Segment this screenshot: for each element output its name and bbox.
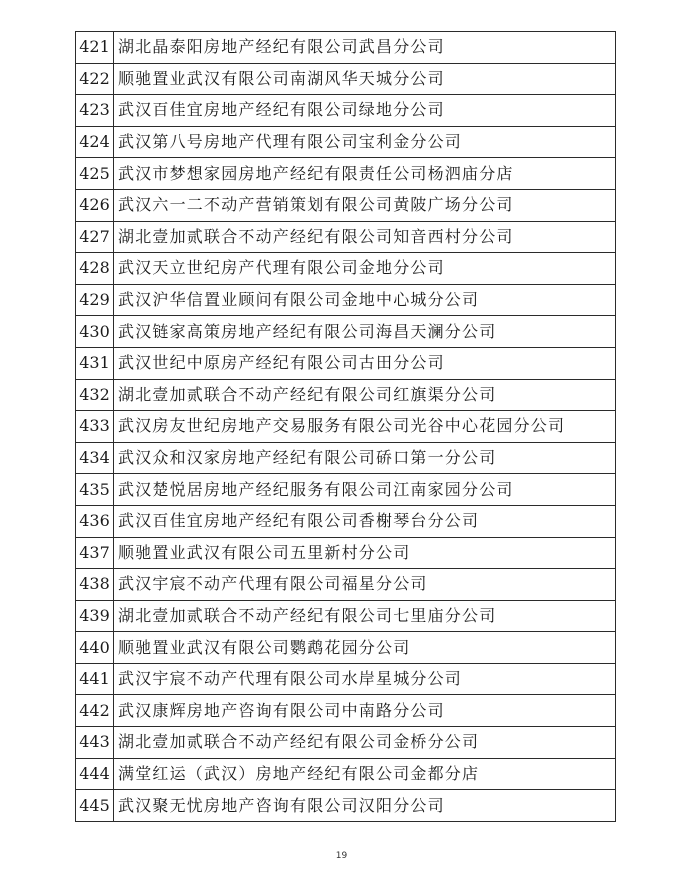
row-number: 431 [76, 347, 114, 379]
company-name: 武汉天立世纪房产代理有限公司金地分公司 [114, 253, 616, 285]
table-row [76, 379, 616, 411]
company-name: 武汉第八号房地产代理有限公司宝利金分公司 [114, 126, 616, 158]
table-row [76, 32, 616, 64]
row-number: 438 [76, 569, 114, 601]
company-name: 湖北壹加贰联合不动产经纪有限公司七里庙分公司 [114, 600, 616, 632]
row-number: 437 [76, 537, 114, 569]
table-row [76, 758, 616, 790]
table-row [76, 158, 616, 190]
table-row [76, 442, 616, 474]
company-name: 湖北壹加贰联合不动产经纪有限公司知音西村分公司 [114, 221, 616, 253]
row-number: 432 [76, 379, 114, 411]
company-name: 武汉聚无忧房地产咨询有限公司汉阳分公司 [114, 790, 616, 822]
row-number: 430 [76, 316, 114, 348]
row-number: 441 [76, 663, 114, 695]
company-name: 武汉链家高策房地产经纪有限公司海昌天澜分公司 [114, 316, 616, 348]
row-number: 424 [76, 126, 114, 158]
table-row [76, 347, 616, 379]
company-name: 武汉市梦想家园房地产经纪有限责任公司杨泗庙分店 [114, 158, 616, 190]
row-number: 435 [76, 474, 114, 506]
row-number: 439 [76, 600, 114, 632]
company-name: 湖北壹加贰联合不动产经纪有限公司金桥分公司 [114, 727, 616, 759]
company-name: 武汉世纪中原房产经纪有限公司古田分公司 [114, 347, 616, 379]
company-name: 武汉宇宸不动产代理有限公司福星分公司 [114, 569, 616, 601]
row-number: 423 [76, 95, 114, 127]
table-row [76, 695, 616, 727]
company-name: 武汉百佳宜房地产经纪有限公司香榭琴台分公司 [114, 505, 616, 537]
row-number: 443 [76, 727, 114, 759]
company-name: 武汉众和汉家房地产经纪有限公司硚口第一分公司 [114, 442, 616, 474]
table-row [76, 632, 616, 664]
row-number: 422 [76, 63, 114, 95]
page-number: 19 [335, 851, 348, 861]
table-row [76, 63, 616, 95]
company-name: 武汉楚悦居房地产经纪服务有限公司江南家园分公司 [114, 474, 616, 506]
row-number: 429 [76, 284, 114, 316]
company-name: 满堂红运（武汉）房地产经纪有限公司金都分店 [114, 758, 616, 790]
company-name: 武汉宇宸不动产代理有限公司水岸星城分公司 [114, 663, 616, 695]
table-row [76, 663, 616, 695]
row-number: 436 [76, 505, 114, 537]
row-number: 445 [76, 790, 114, 822]
row-number: 426 [76, 189, 114, 221]
company-name: 顺驰置业武汉有限公司五里新村分公司 [114, 537, 616, 569]
table-row [76, 600, 616, 632]
company-name: 武汉康辉房地产咨询有限公司中南路分公司 [114, 695, 616, 727]
table-row [76, 474, 616, 506]
table-row [76, 790, 616, 822]
table-row [76, 253, 616, 285]
company-name: 武汉房友世纪房地产交易服务有限公司光谷中心花园分公司 [114, 411, 616, 443]
company-name: 武汉六一二不动产营销策划有限公司黄陂广场分公司 [114, 189, 616, 221]
row-number: 434 [76, 442, 114, 474]
row-number: 425 [76, 158, 114, 190]
table-row [76, 505, 616, 537]
table-row [76, 284, 616, 316]
row-number: 421 [76, 32, 114, 64]
table-row [76, 126, 616, 158]
company-name: 武汉百佳宜房地产经纪有限公司绿地分公司 [114, 95, 616, 127]
company-name: 湖北壹加贰联合不动产经纪有限公司红旗渠分公司 [114, 379, 616, 411]
row-number: 442 [76, 695, 114, 727]
table-body [76, 32, 616, 822]
company-list-table [75, 31, 616, 822]
company-name: 武汉沪华信置业顾问有限公司金地中心城分公司 [114, 284, 616, 316]
table-row [76, 316, 616, 348]
table-row [76, 189, 616, 221]
company-name: 湖北晶泰阳房地产经纪有限公司武昌分公司 [114, 32, 616, 64]
row-number: 427 [76, 221, 114, 253]
company-name: 顺驰置业武汉有限公司南湖风华天城分公司 [114, 63, 616, 95]
row-number: 428 [76, 253, 114, 285]
table-row [76, 537, 616, 569]
table-row [76, 221, 616, 253]
table-row [76, 727, 616, 759]
table-row [76, 95, 616, 127]
row-number: 440 [76, 632, 114, 664]
table-row [76, 569, 616, 601]
row-number: 433 [76, 411, 114, 443]
table-row [76, 411, 616, 443]
row-number: 444 [76, 758, 114, 790]
company-name: 顺驰置业武汉有限公司鹦鹉花园分公司 [114, 632, 616, 664]
